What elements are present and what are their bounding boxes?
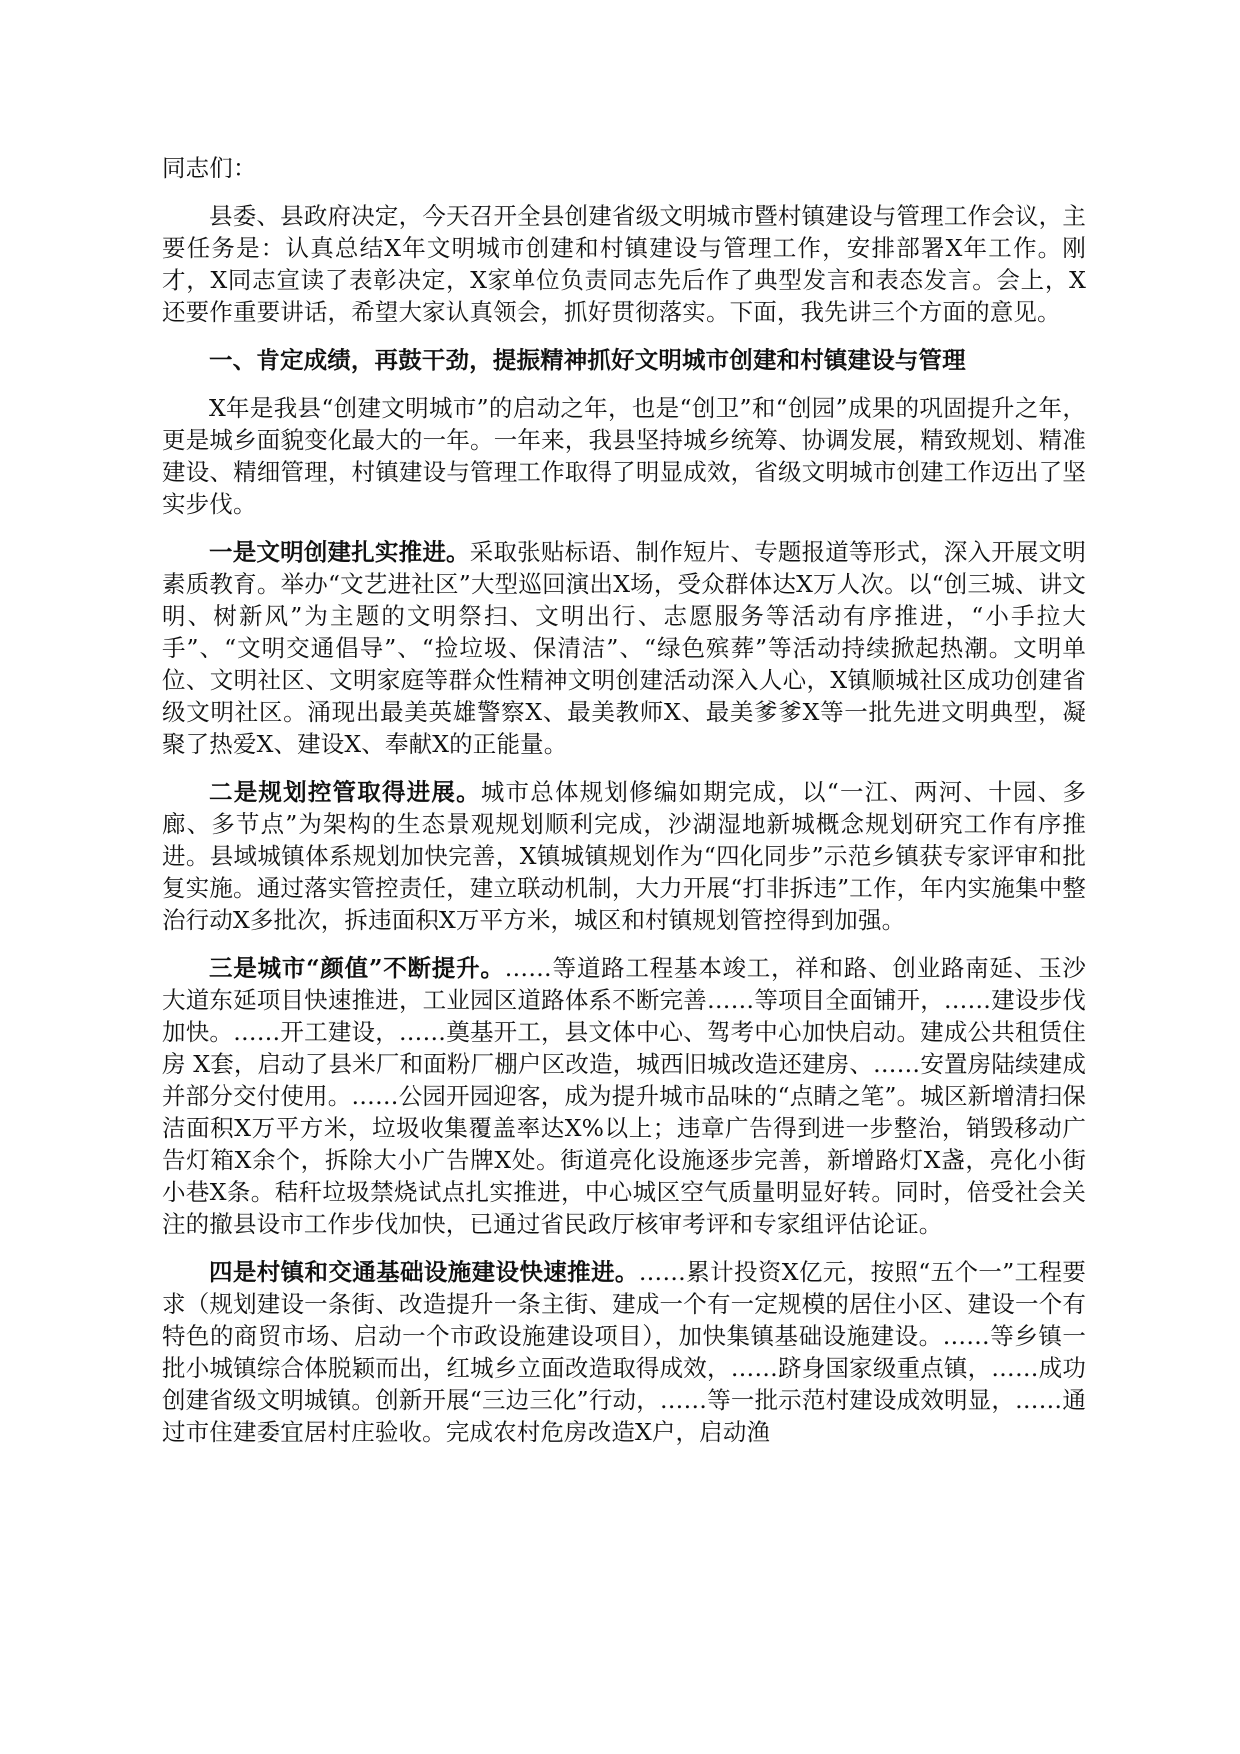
paragraph-body: 城市总体规划修编如期完成，以“一江、两河、十园、多廊、多节点”为架构的生态景观规划顺利完成，沙湖湿地新城概念规划研究工作有序推进。县域城镇体系规划加快完善，X镇城镇规划作为“四化同步”示范乡镇获专家评审和批复实施。通过落实管控责任，建立联动机制，大力开展“打非拆违”工作，年内实施集中整治行动X多批次，拆违面积X万平方米，城区和村镇规划管控得到加强。 [162, 778, 1087, 934]
paragraph-lead: 四是村镇和交通基础设施建设快速推进。 [209, 1258, 639, 1286]
section-intro-paragraph: X年是我县“创建文明城市”的启动之年，也是“创卫”和“创园”成果的巩固提升之年，更是城乡面貌变化最大的一年。一年来，我县坚持城乡统筹、协调发展，精致规划、精准建设、精细管理，村镇建设与管理工作取得了明显成效，省级文明城市创建工作迈出了坚实步伐。 [162, 394, 1086, 518]
intro-paragraph: 县委、县政府决定，今天召开全县创建省级文明城市暨村镇建设与管理工作会议，主要任务是：认真总结X年文明城市创建和村镇建设与管理工作，安排部署X年工作。刚才，X同志宣读了表彰决定，X家单位负责同志先后作了典型发言和表态发言。会上，X还要作重要讲话，希望大家认真领会，抓好贯彻落实。下面，我先讲三个方面的意见。 [162, 202, 1086, 326]
paragraph-lead: 二是规划控管取得进展。 [209, 778, 481, 806]
section-heading: 一、肯定成绩，再鼓干劲，提振精神抓好文明城市创建和村镇建设与管理 [209, 346, 966, 374]
achievement-paragraph-2 [162, 776, 1086, 936]
achievement-paragraph-3 [162, 952, 1086, 1240]
paragraph-body: 采取张贴标语、制作短片、专题报道等形式，深入开展文明素质教育。举办“文艺进社区”大型巡回演出X场，受众群体达X万人次。以“创三城、讲文明、树新风”为主题的文明祭扫、文明出行、志愿服务等活动有序推进，“小手拉大手”、“文明交通倡导”、“捡垃圾、保清洁”、“绿色殡葬”等活动持续掀起热潮。文明单位、文明社区、文明家庭等群众性精神文明创建活动深入人心，X镇顺城社区成功创建省级文明社区。涌现出最美英雄警察X、最美教师X、最美爹爹X等一批先进文明典型，凝聚了热爱X、建设X、奉献X的正能量。 [162, 538, 1086, 758]
paragraph-lead: 一是文明创建扎实推进。 [209, 538, 470, 566]
achievement-paragraph-4 [162, 1256, 1086, 1448]
paragraph-body: ……等道路工程基本竣工，祥和路、创业路南延、玉沙大道东延项目快速推进，工业园区道路体系不断完善……等项目全面铺开，……建设步伐加快。……开工建设，……奠基开工，县文体中心、驾考中心加快启动。建成公共租赁住房 X套，启动了县米厂和面粉厂棚户区改造，城西旧城改造还建房、……安置房陆续建成并部分交付使用。……公园开园迎客，成为提升城市品味的“点睛之笔”。城区新增清扫保洁面积X万平方米，垃圾收集覆盖率达X%以上；违章广告得到进一步整治，销毁移动广告灯箱X余个，拆除大小广告牌X处。街道亮化设施逐步完善，新增路灯X盏，亮化小街小巷X条。秸秆垃圾禁烧试点扎实推进，中心城区空气质量明显好转。同时，倍受社会关注的撤县设市工作步伐加快，已通过省民政厅核审考评和专家组评估论证。 [162, 954, 1086, 1238]
document-body [162, 152, 1086, 1464]
paragraph-body: ……累计投资X亿元，按照“五个一”工程要求（规划建设一条街、改造提升一条主街、建成一个有一定规模的居住小区、建设一个有特色的商贸市场、启动一个市政设施建设项目），加快集镇基础设施建设。……等乡镇一批小城镇综合体脱颖而出，红城乡立面改造取得成效，……跻身国家级重点镇，……成功创建省级文明城镇。创新开展“三边三化”行动，……等一批示范村建设成效明显，……通过市住建委宜居村庄验收。完成农村危房改造X户，启动渔 [162, 1258, 1086, 1446]
paragraph-lead: 三是城市“颜值”不断提升。 [209, 954, 505, 982]
salutation: 同志们： [162, 154, 257, 182]
achievement-paragraph-1 [162, 536, 1086, 760]
